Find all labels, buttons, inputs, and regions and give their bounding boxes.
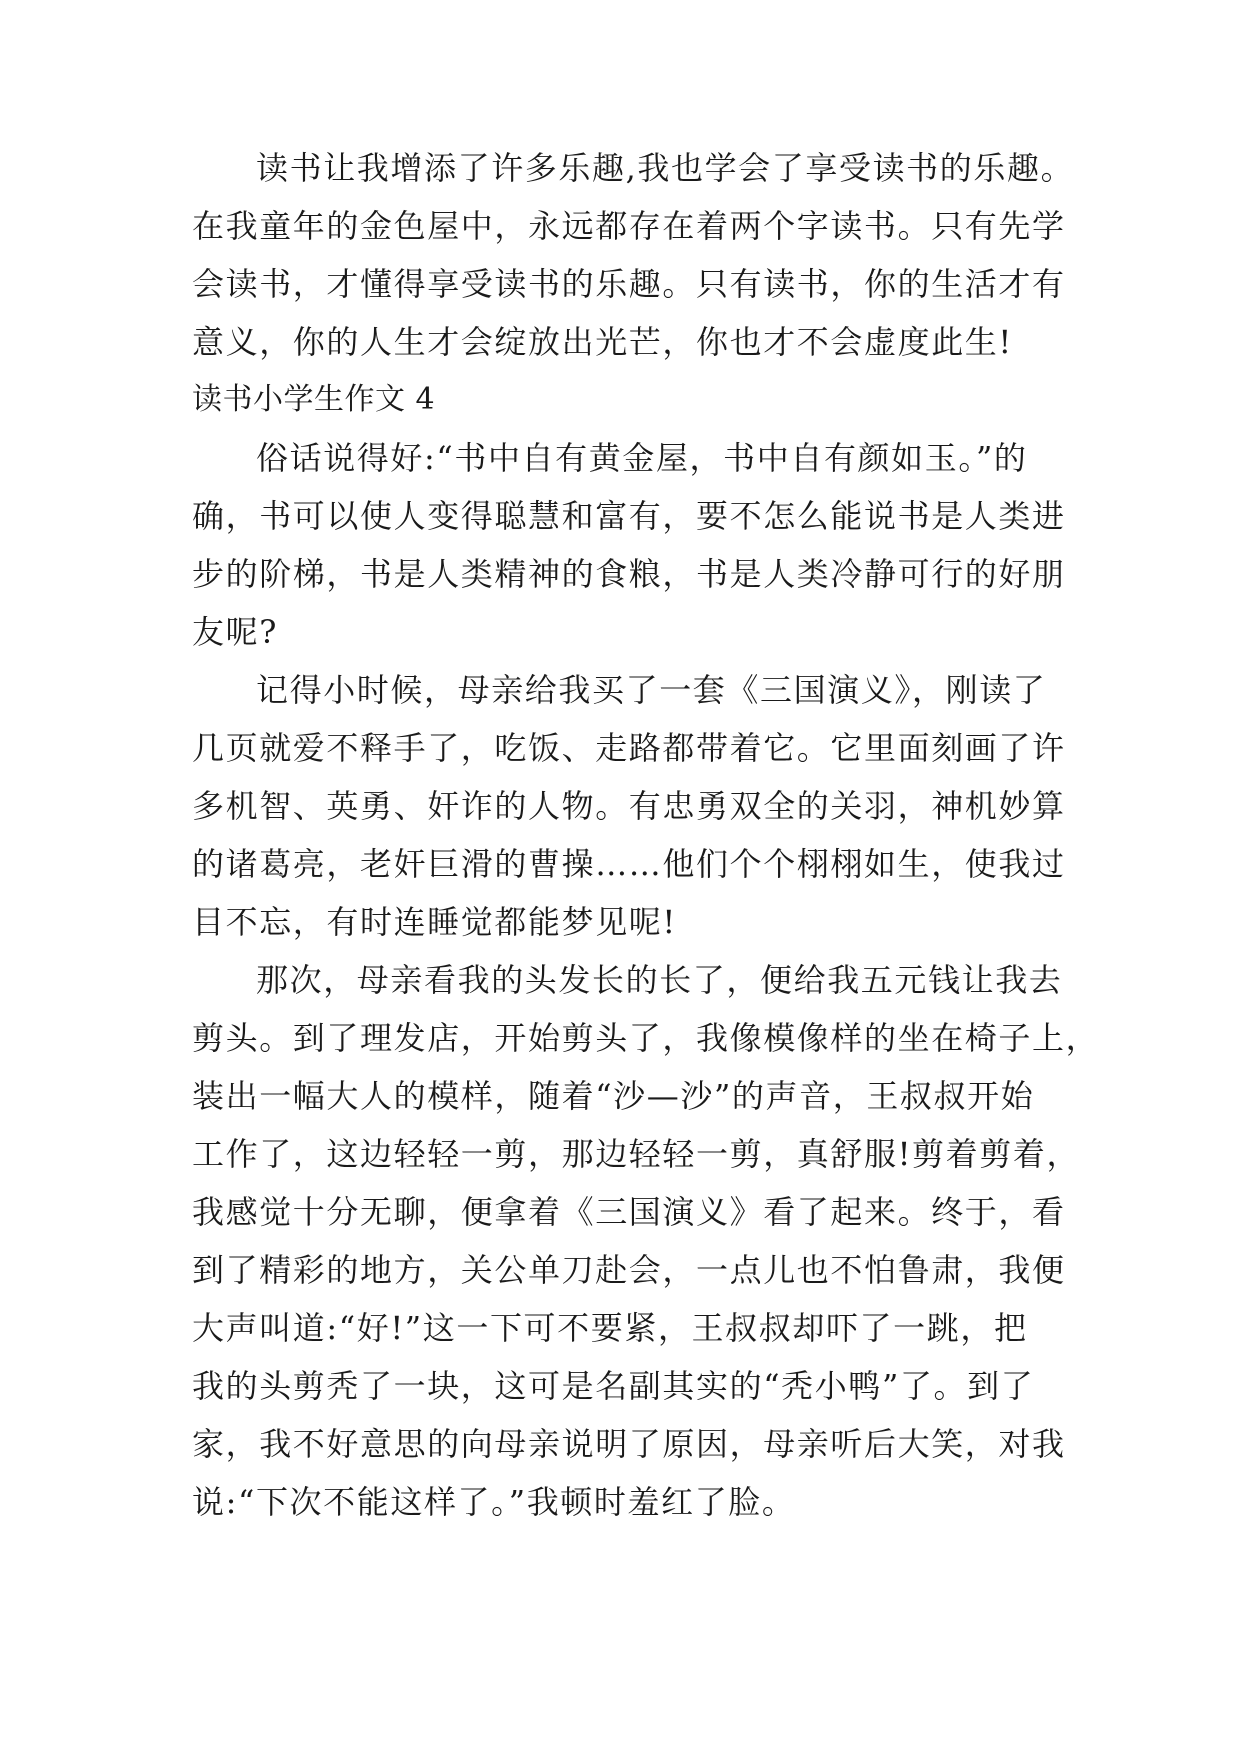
paragraph-3-line-4: 的诸葛亮，老奸巨滑的曹操……他们个个栩栩如生，使我过 [192, 845, 1066, 883]
paragraph-3-line-1: 记得小时候，母亲给我买了一套《三国演义》，刚读了 [256, 671, 1047, 709]
paragraph-1-line-2: 在我童年的金色屋中，永远都存在着两个字读书。只有先学 [192, 207, 1066, 245]
paragraph-4-line-2: 剪头。到了理发店，开始剪头了，我像模像样的坐在椅子上， [192, 1019, 1100, 1057]
paragraph-2-line-4: 友呢? [192, 613, 278, 651]
paragraph-3-line-3: 多机智、英勇、奸诈的人物。有忠勇双全的关羽，神机妙算 [192, 787, 1066, 825]
paragraph-2-line-3: 步的阶梯，书是人类精神的食粮，书是人类冷静可行的好朋 [192, 555, 1066, 593]
paragraph-4-line-3: 装出一幅大人的模样，随着“沙—沙”的声音，王叔叔开始 [192, 1077, 1035, 1115]
paragraph-4-line-8: 我的头剪秃了一块，这可是名副其实的“秃小鸭”了。到了 [192, 1367, 1035, 1405]
paragraph-2-line-1: 俗话说得好:“书中自有黄金屋，书中自有颜如玉。”的 [256, 439, 1028, 477]
paragraph-1-line-3: 会读书，才懂得享受读书的乐趣。只有读书，你的生活才有 [192, 265, 1066, 303]
paragraph-1-line-1: 读书让我增添了许多乐趣,我也学会了享受读书的乐趣。 [256, 149, 1075, 187]
paragraph-3-line-2: 几页就爱不释手了，吃饭、走路都带着它。它里面刻画了许 [192, 729, 1066, 767]
paragraph-4-line-6: 到了精彩的地方，关公单刀赴会，一点儿也不怕鲁肃，我便 [192, 1251, 1066, 1289]
section-heading: 读书小学生作文 4 [192, 382, 436, 417]
paragraph-4-line-9: 家，我不好意思的向母亲说明了原因，母亲听后大笑，对我 [192, 1425, 1066, 1463]
paragraph-1-line-4: 意义，你的人生才会绽放出光芒，你也才不会虚度此生! [192, 323, 1013, 361]
paragraph-3-line-5: 目不忘，有时连睡觉都能梦见呢! [192, 903, 677, 941]
paragraph-4-line-5: 我感觉十分无聊，便拿着《三国演义》看了起来。终于，看 [192, 1193, 1066, 1231]
paragraph-4-line-1: 那次，母亲看我的头发长的长了，便给我五元钱让我去 [256, 961, 1063, 999]
paragraph-2-line-2: 确，书可以使人变得聪慧和富有，要不怎么能说书是人类进 [192, 497, 1066, 535]
paragraph-4-line-7: 大声叫道:“好!”这一下可不要紧，王叔叔却吓了一跳，把 [192, 1309, 1028, 1347]
paragraph-4-line-4: 工作了，这边轻轻一剪，那边轻轻一剪，真舒服!剪着剪着， [192, 1135, 1081, 1173]
paragraph-4-line-10: 说:“下次不能这样了。”我顿时羞红了脸。 [192, 1483, 796, 1521]
